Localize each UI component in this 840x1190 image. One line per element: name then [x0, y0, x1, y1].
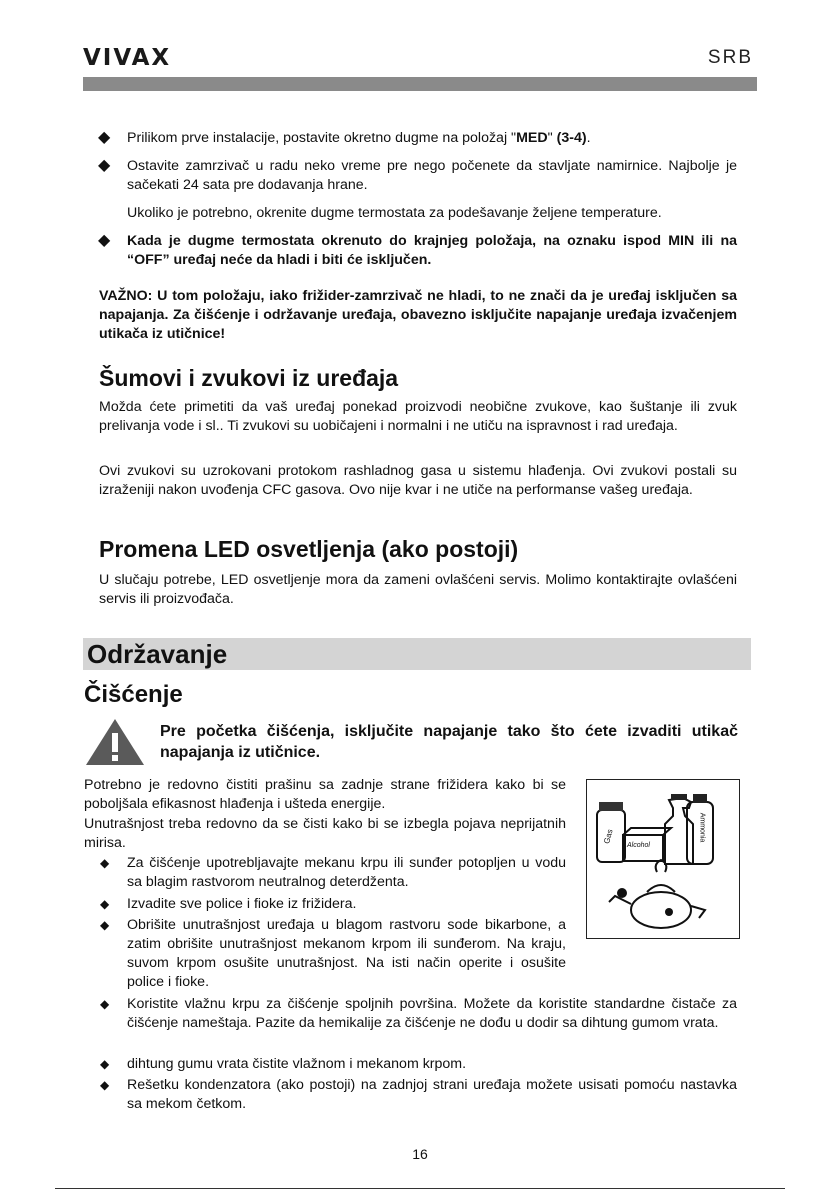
bullet-icon: ◆ — [100, 918, 110, 932]
header-bar — [83, 77, 757, 91]
med-label: MED — [516, 130, 548, 146]
bullet-off-warning: Kada je dugme termostata okrenuto do krajnjeg položaja, na oznaku ispod MIN ili na “OFF” uređaj neće da hladi i biti će isključen. — [127, 233, 737, 268]
bullet-icon: ◆ — [100, 1078, 110, 1092]
gas-label: Gas — [602, 828, 615, 845]
warning-icon — [84, 717, 146, 767]
cleaning-item: Koristite vlažnu krpu za čišćenje spoljnih površina. Možete da koristite standardne čistače za čišćenje nameštaja. Pazite da hemikalije za čišćenje ne dođu u dodir sa dihtung gumom vrata. — [127, 996, 737, 1031]
bullet-icon: ◆ — [100, 897, 110, 911]
noise-paragraph-1: Možda ćete primetiti da vaš uređaj ponekad proizvodi neobične zvukove, kao šuštanje ili zvuk prelivanja vode i sl.. Ti zvukovi su uobičajeni i normalni i ne utiču na ispravnost i rad uređaja. — [99, 399, 737, 434]
bullet-icon: ◆ — [98, 232, 111, 249]
bullet-icon: ◆ — [100, 1057, 110, 1071]
cleaning-item: Obrišite unutrašnjost uređaja u blagom rastvoru sode bikarbone, a zatim obrišite unutrašnjost mekanom krpom ili sunđerom. Na kraju, suvom krpom osušite unutrašnjost. Na isti način operite i osušite police i fioke. — [127, 917, 566, 990]
footer-line — [55, 1188, 785, 1189]
cleaning-products-illustration — [586, 779, 740, 939]
bullet-install-text: Prilikom prve instalacije, postavite okretno dugme na položaj " — [127, 130, 517, 146]
bullet-install — [127, 129, 737, 148]
cleaning-paragraph-1: Potrebno je redovno čistiti prašinu sa zadnje strane frižidera kako bi se poboljšala efikasnost hlađenja i ušteda energije. — [84, 777, 566, 812]
bullet-icon: ◆ — [100, 997, 110, 1011]
bullet-icon: ◆ — [98, 129, 111, 146]
bullet-icon: ◆ — [100, 856, 110, 870]
important-note: VAŽNO: U tom položaju, iako frižider-zamrzivač ne hladi, to ne znači da je uređaj isključen sa napajanja. Za čišćenje i održavanje uređaja, obavezno isključite napajanje uređaja izvačenjem utikača iz utičnice! — [99, 288, 737, 342]
cleaning-item: Izvadite sve police i fioke iz frižidera. — [127, 896, 357, 912]
cleaning-warning: Pre početka čišćenja, isključite napajanje tako što ćete izvaditi utikač napajanja iz utičnice. — [160, 723, 738, 761]
bullet-thermostat-note: Ukoliko je potrebno, okrenite dugme termostata za podešavanje željene temperature. — [127, 205, 662, 221]
noise-paragraph-2: Ovi zvukovi su uzrokovani protokom rashladnog gasa u sistemu hlađenja. Ovi zvukovi postali su izraženiji nakon uvođenja CFC gasova. Ovo nije kvar i ne utiče na performanse vašeg uređaja. — [99, 463, 737, 498]
alcohol-label: Alcohol — [627, 842, 650, 849]
language-code: SRB — [707, 47, 753, 68]
bullet-icon: ◆ — [98, 157, 111, 174]
bullet-install-end: . — [586, 130, 591, 146]
bullet-install-mid: " — [547, 130, 557, 146]
cleaning-item: dihtung gumu vrata čistite vlažnom i mekanom krpom. — [127, 1056, 467, 1072]
led-heading: Promena LED osvetljenja (ako postoji) — [99, 536, 519, 562]
cleaning-item: Rešetku kondenzatora (ako postoji) na zadnjoj strani uređaja možete usisati pomoću nastavka sa mekom četkom. — [127, 1077, 737, 1112]
bullet-run-freezer: Ostavite zamrzivač u radu neko vreme pre nego počenete da stavljate namirnice. Najbolje je sačekati 24 sata pre dodavanja hrane. — [127, 158, 737, 193]
section-header — [83, 638, 751, 670]
section-title: Održavanje — [87, 639, 228, 669]
page-number: 16 — [412, 1146, 428, 1162]
brand-logo: VIVAX — [83, 45, 172, 71]
cleaning-heading: Čišćenje — [84, 681, 183, 708]
position-label: (3-4) — [556, 130, 587, 146]
ammonia-label: Ammonia — [698, 812, 706, 843]
led-paragraph: U slučaju potrebe, LED osvetljenje mora da zameni ovlašćeni servis. Molimo kontaktirajte ovlašćeni servis ili proizvođača. — [99, 572, 737, 607]
cleaning-item: Za čišćenje upotrebljavajte mekanu krpu ili sunđer potopljen u vodu sa blagim rastvorom neutralnog deterdženta. — [127, 855, 566, 890]
cleaning-paragraph-2: Unutrašnjost treba redovno da se čisti kako bi se izbegla pojava neprijatnih mirisa. — [84, 816, 566, 851]
noise-heading: Šumovi i zvukovi iz uređaja — [99, 365, 399, 391]
